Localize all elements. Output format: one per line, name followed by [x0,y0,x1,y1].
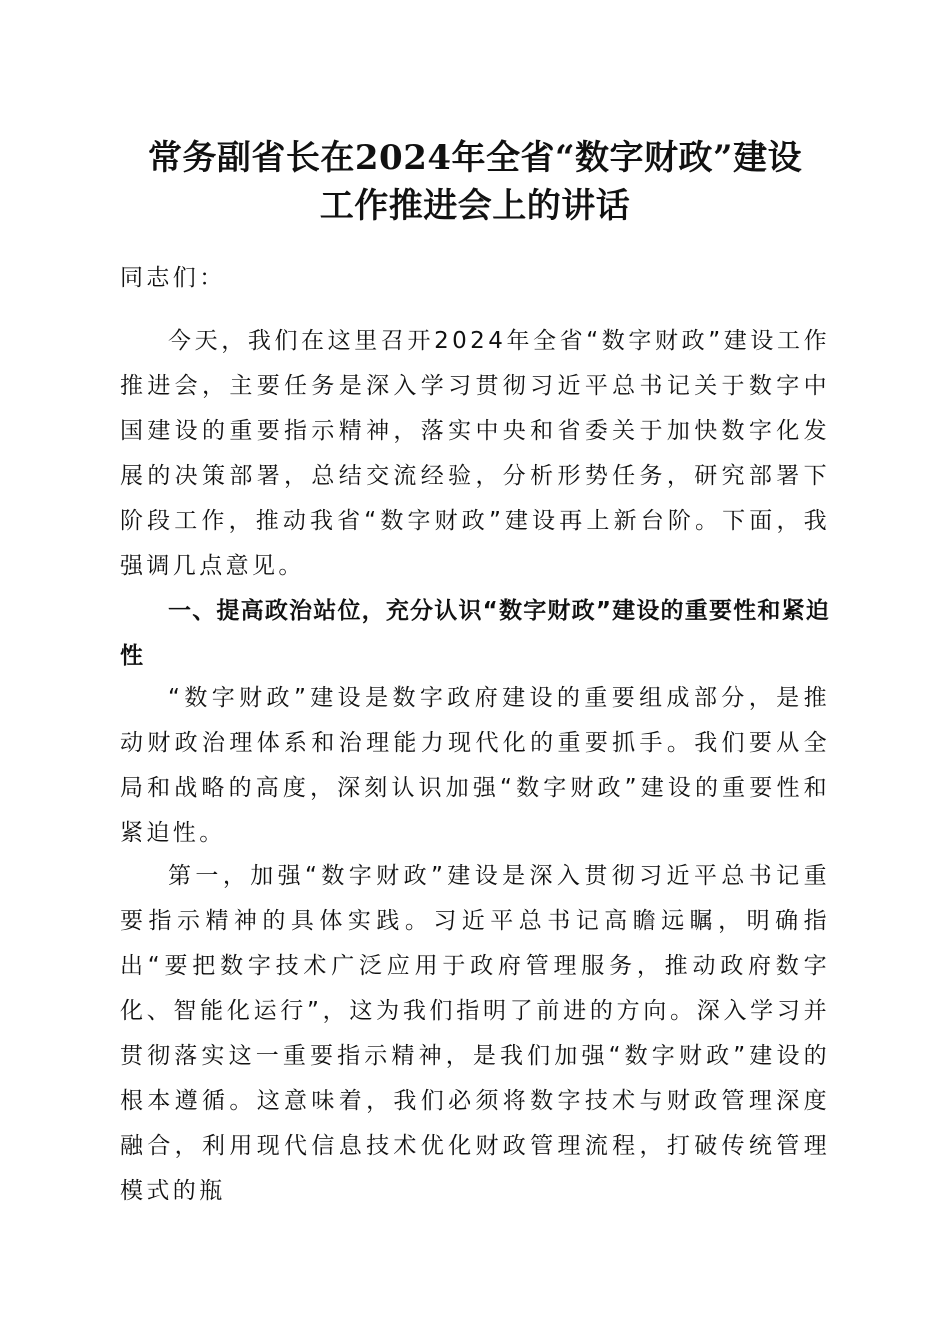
section-1-paragraph: “数字财政”建设是数字政府建设的重要组成部分，是推动财政治理体系和治理能力现代化的重要抓手。我们要从全局和战略的高度，深刻认识加强“数字财政”建设的重要性和紧迫性。 [120,685,830,846]
document-title-line-2: 工作推进会上的讲话 [319,186,631,226]
document-title-line-1: 常务副省长在2024年全省“数字财政”建设 [147,138,803,178]
intro-paragraph: 今天，我们在这里召开2024年全省“数字财政”建设工作推进会，主要任务是深入学习贯彻习近平总书记关于数字中国建设的重要指示精神，落实中央和省委关于加快数字化发展的决策部署，总结交流经验，分析形势任务，研究部署下阶段工作，推动我省“数字财政”建设再上新台阶。下面，我强调几点意见。 [120,328,830,579]
section-heading-1: 一、提高政治站位，充分认识“数字财政”建设的重要性和紧迫性 [120,598,830,669]
salutation: 同志们： [120,265,226,291]
first-point-paragraph: 第一，加强“数字财政”建设是深入贯彻习近平总书记重要指示精神的具体实践。习近平总书记高瞻远瞩，明确指出“要把数字技术广泛应用于政府管理服务，推动政府数字化、智能化运行”，这为我们指明了前进的方向。深入学习并贯彻落实这一重要指示精神，是我们加强“数字财政”建设的根本遵循。这意味着，我们必须将数字技术与财政管理深度融合，利用现代信息技术优化财政管理流程，打破传统管理模式的瓶 [120,863,830,1204]
